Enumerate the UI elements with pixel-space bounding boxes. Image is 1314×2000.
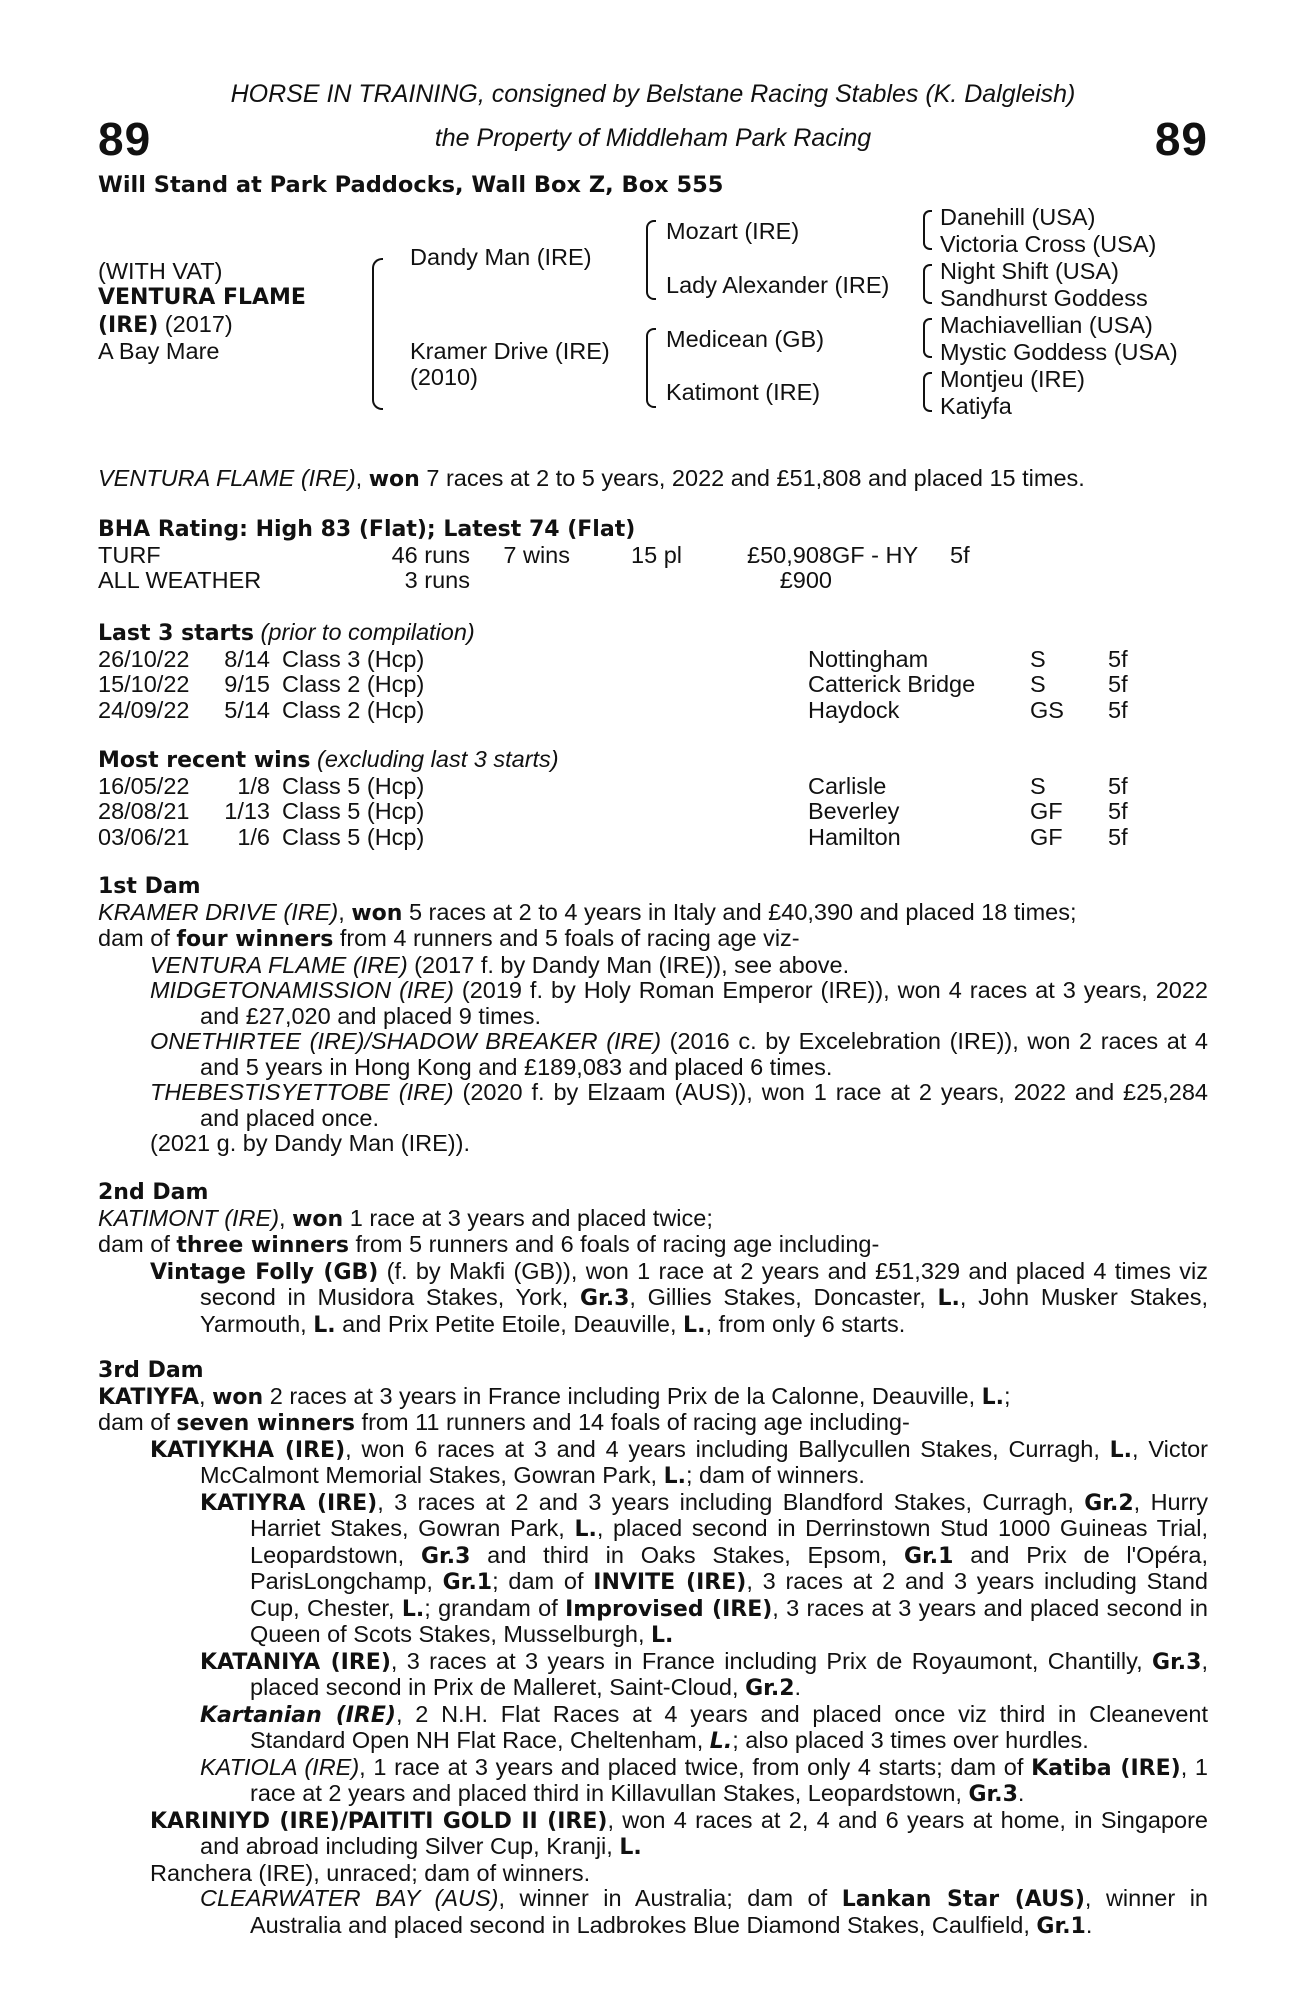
text-run: Gr.3: [420, 1543, 471, 1569]
text-run: L.: [663, 1464, 686, 1489]
table-row: [98, 774, 1148, 800]
text-run: KATIOLA (IRE): [200, 1753, 360, 1780]
text-run: Improvised (IRE): [565, 1596, 773, 1622]
cell-course: Nottingham: [808, 645, 929, 672]
text-run: ,: [199, 1382, 213, 1409]
text-run: , Victor McCalmont Memorial Stakes, Gowran Park,: [200, 1435, 1208, 1488]
cell-course: Hamilton: [808, 823, 901, 850]
text-run: KATIYFA: [98, 1384, 200, 1410]
cell-surface: ALL WEATHER: [98, 567, 262, 593]
cell-pos: 1/6: [237, 823, 270, 850]
text-run: 5 races at 2 to 4 years in Italy and £40,390 and placed 18 times;: [402, 898, 1077, 925]
brace-main: [372, 258, 383, 410]
cell-going: [832, 568, 950, 594]
cell-date: 03/06/21: [98, 823, 190, 850]
dam-sire: Medicean (GB): [666, 326, 825, 352]
text-run: MIDGETONAMISSION (IRE): [150, 977, 454, 1003]
table-row: [98, 825, 1148, 851]
text-run: , 1 race at 3 years and placed twice, from only 4 starts; dam of: [359, 1753, 1032, 1780]
cell-dist: 5f: [1108, 772, 1128, 799]
text-run: Gr.2: [745, 1676, 795, 1701]
text-run: Gr.3: [968, 1782, 1018, 1807]
cell-date: 28/08/21: [98, 798, 190, 824]
rating-section: [98, 517, 1208, 594]
brace-sd: [923, 264, 932, 304]
summary-sep: ,: [355, 465, 369, 491]
text-run: won: [212, 1384, 264, 1410]
dam3-produce: [98, 1410, 1208, 1437]
list-item: [98, 1259, 1208, 1339]
last3-title: Last 3 starts: [98, 621, 255, 646]
dam2-record: [98, 1206, 1208, 1233]
brace-dam: [646, 328, 656, 408]
cell-pl: [570, 568, 682, 594]
text-run: ; dam of winners.: [686, 1462, 865, 1488]
cell-dist: 5f: [1108, 696, 1128, 723]
text-run: , placed second in Derrinstown Stud 1000 Guineas Trial, Leopardstown,: [250, 1515, 1208, 1568]
lot-number-right: 89: [1154, 113, 1208, 165]
cell-course: Haydock: [808, 696, 900, 723]
text-run: dam of: [98, 925, 177, 951]
cell-date: 26/10/22: [98, 645, 190, 672]
consignor-line: HORSE IN TRAINING, consigned by Belstane Racing Stables (K. Dalgleish): [230, 80, 1076, 108]
text-run: Gr.3: [579, 1286, 630, 1311]
cell-pos: 5/14: [224, 696, 270, 723]
list-item: [98, 1080, 1208, 1131]
text-run: Ranchera (IRE), unraced; dam of winners.: [150, 1859, 591, 1886]
text-run: from 5 runners and 6 foals of racing age including-: [348, 1231, 880, 1257]
text-run: Gr.3: [1152, 1649, 1202, 1675]
cell-dist: 5f: [1108, 798, 1128, 824]
horse-origin: [98, 311, 233, 339]
text-run: INVITE (IRE): [593, 1570, 747, 1595]
list-item: [98, 1490, 1208, 1649]
cell-course: Catterick Bridge: [808, 671, 976, 697]
text-run: seven winners: [176, 1411, 356, 1436]
cell-going: S: [1030, 772, 1046, 799]
sire-sire: Mozart (IRE): [666, 218, 800, 244]
text-run: CLEARWATER BAY (AUS): [200, 1885, 499, 1911]
text-run: KRAMER DRIVE (IRE): [98, 898, 339, 925]
text-run: , Hurry Harriet Stakes, Gowran Park,: [250, 1488, 1209, 1541]
cell-going: GF: [1030, 798, 1063, 824]
horse-name: VENTURA FLAME: [98, 285, 306, 310]
text-run: .: [794, 1674, 802, 1700]
last-starts-section: [98, 620, 1208, 723]
text-run: VENTURA FLAME (IRE): [150, 951, 408, 978]
dam1-produce: [98, 926, 1208, 953]
text-run: Lankan Star (AUS): [841, 1887, 1085, 1912]
text-run: , placed second in Prix de Malleret, Saint-Cloud,: [250, 1647, 1208, 1700]
cell-going: GF: [1030, 823, 1063, 850]
text-run: and Prix Petite Etoile, Deauville,: [335, 1310, 684, 1337]
cell-dist: 5f: [1108, 671, 1128, 697]
text-run: KATANIYA (IRE): [200, 1649, 391, 1675]
cell-wins: [470, 568, 570, 594]
brace-sire: [646, 220, 656, 300]
second-dam-section: [98, 1180, 1208, 1338]
catalogue-page: [98, 0, 1208, 2000]
text-run: won: [351, 900, 403, 926]
text-run: L.: [574, 1517, 597, 1542]
list-item: [98, 1702, 1208, 1755]
list-item: [98, 1649, 1208, 1702]
sire-dam-sire: Night Shift (USA): [940, 258, 1119, 284]
dam2-offspring-list: [98, 1259, 1208, 1339]
text-run: , 3 races at 3 years and placed second in Queen of Scots Stakes, Musselburgh,: [250, 1594, 1209, 1647]
race-summary: [98, 466, 1208, 493]
cell-prize: £50,908: [747, 541, 832, 568]
last3-table: [98, 647, 1148, 724]
text-run: , Gillies Stakes, Doncaster,: [629, 1284, 938, 1310]
cell-dist: 5f: [1108, 645, 1128, 672]
text-run: (2021 g. by Dandy Man (IRE)).: [150, 1130, 470, 1156]
cell-dist: 5f: [1108, 823, 1128, 850]
text-run: KATIMONT (IRE): [98, 1204, 280, 1231]
vat-note: (WITH VAT): [98, 258, 223, 284]
list-item: [98, 1886, 1208, 1939]
horse-country: (IRE): [98, 313, 159, 338]
sire-sire-sire: Danehill (USA): [940, 204, 1096, 230]
summary-record: 7 races at 2 to 5 years, 2022 and £51,808 and placed 15 times.: [419, 465, 1085, 491]
text-run: Gr.1: [904, 1543, 954, 1569]
wins-note: (excluding last 3 starts): [310, 746, 559, 772]
text-run: dam of: [98, 1231, 177, 1257]
list-item: [98, 1755, 1208, 1808]
first-dam-section: [98, 874, 1208, 1157]
horse-year: (2017): [164, 311, 233, 337]
text-run: L.: [937, 1286, 960, 1311]
text-run: (2019 f. by Holy Roman Emperor (IRE)), won 4 races at 3 years, 2022 and £27,020 and placed 9 times.: [200, 977, 1208, 1029]
text-run: THEBESTISYETTOBE (IRE): [150, 1079, 454, 1105]
text-run: four winners: [176, 927, 334, 952]
cell-cls: Class 5 (Hcp): [282, 772, 425, 799]
list-item: [98, 978, 1208, 1029]
dam-year: (2010): [410, 364, 478, 390]
text-run: , 2 N.H. Flat Races at 4 years and placed once viz third in Cleanevent Standard Open NH Flat Race, Cheltenham,: [250, 1700, 1208, 1753]
text-run: L.: [981, 1384, 1005, 1410]
brace-ds: [923, 318, 932, 358]
text-run: , from only 6 starts.: [705, 1310, 906, 1337]
text-run: from 4 runners and 5 foals of racing age viz-: [333, 925, 800, 951]
owner-line: the Property of Middleham Park Racing: [434, 124, 872, 152]
cell-pos: 1/8: [237, 772, 270, 799]
dam1-record: [98, 900, 1208, 927]
text-run: Katiba (IRE): [1031, 1755, 1181, 1781]
text-run: , winner in Australia; dam of: [498, 1885, 842, 1911]
text-run: and third in Oaks Stakes, Epsom,: [470, 1541, 905, 1568]
cell-cls: Class 2 (Hcp): [282, 671, 425, 697]
cell-cls: Class 3 (Hcp): [282, 645, 425, 672]
text-run: Gr.1: [442, 1570, 493, 1595]
summary-horse: VENTURA FLAME (IRE): [98, 465, 356, 491]
table-row: [98, 543, 990, 569]
rating-title: BHA Rating: High 83 (Flat); Latest 74 (Flat): [98, 517, 636, 542]
text-run: KARINIYD (IRE)/PAITITI GOLD II (IRE): [150, 1808, 608, 1834]
text-run: ,: [279, 1204, 293, 1231]
text-run: dam of: [98, 1409, 177, 1435]
wins-table: [98, 774, 1148, 851]
list-item: [98, 1131, 1208, 1157]
text-run: from 11 runners and 14 foals of racing age including-: [355, 1409, 910, 1435]
text-run: 2 races at 3 years in France including Prix de la Calonne, Deauville,: [263, 1382, 982, 1409]
text-run: (2020 f. by Elzaam (AUS)), won 1 race at 2 years, 2022 and £25,284 and placed once.: [200, 1079, 1208, 1131]
dam1-title: 1st Dam: [98, 874, 201, 899]
list-item: [98, 1029, 1208, 1080]
text-run: KATIYRA (IRE): [200, 1490, 378, 1516]
table-row: [98, 698, 1148, 724]
dam2-title: 2nd Dam: [98, 1180, 209, 1205]
wins-title: Most recent wins: [98, 748, 311, 773]
text-run: ; grandam of: [424, 1594, 566, 1621]
text-run: Vintage Folly (GB): [150, 1259, 379, 1285]
sire-sire-dam: Victoria Cross (USA): [940, 231, 1157, 257]
dam-dam-sire: Montjeu (IRE): [940, 366, 1085, 392]
cell-runs: 46 runs: [391, 541, 470, 568]
cell-cls: Class 5 (Hcp): [282, 823, 425, 850]
text-run: L.: [401, 1596, 425, 1622]
cell-wins: 7 wins: [503, 541, 570, 568]
text-run: Gr.2: [1084, 1490, 1134, 1516]
text-run: L.: [683, 1312, 706, 1338]
cell-pl: 15 pl: [631, 541, 682, 568]
horse-description: A Bay Mare: [98, 338, 220, 364]
text-run: .: [1017, 1780, 1025, 1806]
dam3-title: 3rd Dam: [98, 1358, 204, 1383]
text-run: L.: [1109, 1437, 1133, 1463]
list-item: [98, 953, 1208, 979]
list-item: [98, 1808, 1208, 1861]
text-run: , 3 races at 2 and 3 years including Blandford Stakes, Curragh,: [377, 1488, 1085, 1515]
cell-pos: 1/13: [224, 798, 270, 824]
cell-cls: Class 5 (Hcp): [282, 798, 425, 824]
cell-surface: TURF: [98, 541, 161, 568]
text-run: (2016 c. by Excelebration (IRE)), won 2 races at 4 and 5 years in Hong Kong and £189,083 and placed 6 times.: [200, 1028, 1208, 1080]
text-run: ;: [1004, 1382, 1011, 1409]
list-item: [98, 1437, 1208, 1490]
dam-dam-dam: Katiyfa: [940, 393, 1012, 419]
cell-pos: 9/15: [224, 671, 270, 697]
text-run: ONETHIRTEE (IRE)/SHADOW BREAKER (IRE): [150, 1028, 662, 1054]
lot-number-left: 89: [98, 113, 152, 165]
summary-won: won: [368, 467, 420, 492]
third-dam-section: [98, 1358, 1208, 1939]
text-run: , 3 races at 3 years in France including Prix de Royaumont, Chantilly,: [390, 1647, 1153, 1674]
recent-wins-section: [98, 747, 1208, 850]
last3-note: (prior to compilation): [254, 619, 475, 645]
dam-sire-dam: Mystic Goddess (USA): [940, 339, 1178, 365]
stand-location: Will Stand at Park Paddocks, Wall Box Z, Box 555: [98, 172, 724, 198]
text-run: three winners: [176, 1233, 349, 1258]
sire-dam-dam: Sandhurst Goddess: [940, 285, 1148, 311]
text-run: , won 4 races at 2, 4 and 6 years at home, in Singapore and abroad including Silver Cup, Kranji,: [200, 1806, 1208, 1859]
text-run: won: [292, 1206, 344, 1232]
text-run: , 1 race at 2 years and placed third in Killavullan Stakes, Leopardstown,: [250, 1753, 1208, 1806]
table-row: [98, 568, 990, 594]
text-run: (2017 f. by Dandy Man (IRE)), see above.: [407, 951, 850, 978]
text-run: ; dam of: [492, 1568, 594, 1594]
sire-dam: Lady Alexander (IRE): [666, 272, 890, 298]
text-run: Kartanian (IRE): [200, 1702, 396, 1728]
dam1-offspring-list: [98, 953, 1208, 1157]
text-run: L.: [651, 1623, 674, 1648]
text-run: L.: [709, 1729, 733, 1754]
cell-going: S: [1030, 671, 1046, 697]
cell-going: GS: [1030, 696, 1064, 723]
dam-sire-sire: Machiavellian (USA): [940, 312, 1153, 338]
text-run: , won 6 races at 3 and 4 years including Ballycullen Stakes, Curragh,: [345, 1435, 1110, 1462]
text-run: KATIYKHA (IRE): [150, 1437, 346, 1463]
cell-prize: £900: [779, 567, 832, 593]
cell-dist: [950, 568, 990, 594]
text-run: Gr.1: [1036, 1913, 1086, 1939]
text-run: L.: [619, 1835, 642, 1860]
cell-going: S: [1030, 645, 1046, 672]
list-item: [98, 1861, 1208, 1887]
text-run: , John Musker Stakes, Yarmouth,: [200, 1284, 1208, 1337]
dam: Kramer Drive (IRE): [410, 338, 610, 364]
cell-date: 15/10/22: [98, 671, 190, 697]
dam2-produce: [98, 1232, 1208, 1259]
rating-table: [98, 543, 990, 594]
text-run: ; also placed 3 times over hurdles.: [732, 1727, 1089, 1753]
brace-ss: [923, 210, 932, 250]
cell-going: GF - HY: [832, 541, 919, 568]
cell-date: 24/09/22: [98, 696, 190, 723]
text-run: ,: [338, 898, 352, 925]
text-run: (f. by Makfi (GB)), won 1 race at 2 years and £51,329 and placed 4 times viz second in Musidora Stakes, York,: [200, 1257, 1208, 1310]
cell-dist: 5f: [950, 541, 970, 568]
cell-date: 16/05/22: [98, 772, 190, 799]
dam-dam: Katimont (IRE): [666, 379, 821, 405]
text-run: L.: [313, 1312, 336, 1338]
cell-course: Beverley: [808, 798, 900, 824]
dam3-record: [98, 1384, 1208, 1411]
table-row: [98, 672, 1148, 698]
brace-dd: [923, 372, 932, 412]
text-run: .: [1085, 1911, 1093, 1938]
cell-pos: 8/14: [224, 645, 270, 672]
text-run: and Prix de l'Opéra, ParisLongchamp,: [250, 1541, 1208, 1594]
cell-course: Carlisle: [808, 772, 887, 799]
dam3-offspring-list: [98, 1437, 1208, 1940]
text-run: , winner in Australia and placed second in Ladbrokes Blue Diamond Stakes, Caulfield,: [250, 1885, 1208, 1938]
table-row: [98, 647, 1148, 673]
text-run: , 3 races at 2 and 3 years including Stand Cup, Chester,: [250, 1568, 1208, 1621]
cell-runs: 3 runs: [404, 567, 470, 593]
text-run: 1 race at 3 years and placed twice;: [343, 1204, 713, 1231]
sire: Dandy Man (IRE): [410, 244, 592, 270]
cell-cls: Class 2 (Hcp): [282, 696, 425, 723]
table-row: [98, 799, 1148, 825]
